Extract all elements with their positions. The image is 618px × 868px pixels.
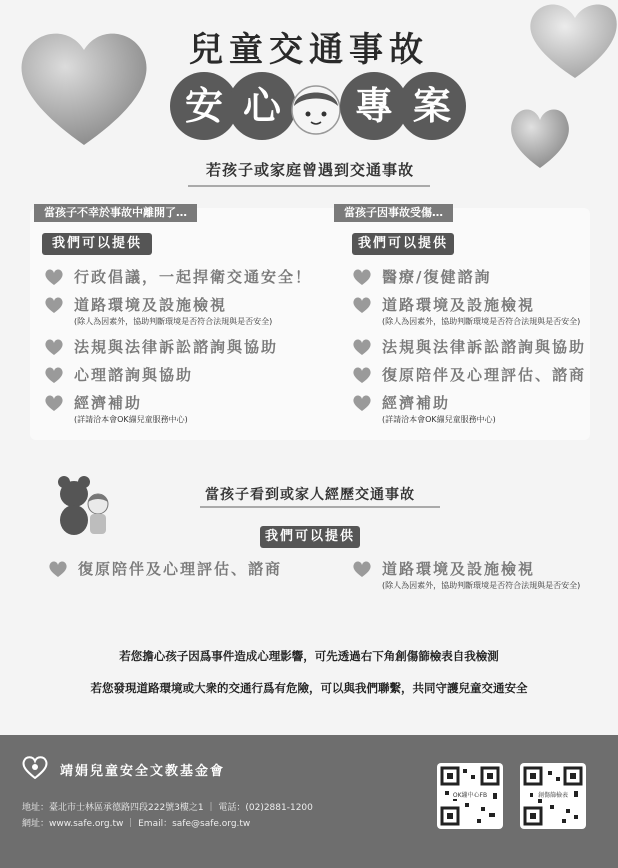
qr-label: 創傷篩檢表: [533, 790, 573, 799]
heart-bullet-icon: [44, 268, 64, 286]
qr-code-trauma-screening[interactable]: [520, 763, 586, 829]
left-item: 心理諮詢與協助: [44, 366, 193, 384]
subtitle-char: 案: [398, 72, 466, 140]
right-section-heading: 當孩子因事故受傷…: [334, 204, 453, 222]
heart-bullet-icon: [352, 366, 372, 384]
subtitle-char: 心: [228, 72, 296, 140]
heart-bullet-icon: [44, 296, 64, 314]
heart-bullet-icon: [352, 338, 372, 356]
witness-section-heading: 當孩子看到或家人經歷交通事故: [205, 487, 415, 503]
message-line: 若您擔心孩子因爲事件造成心理影響，可先透過右下角創傷篩檢表自我檢測: [119, 649, 499, 663]
witness-provide-label: 我們可以提供: [260, 526, 360, 548]
witness-item: 道路環境及設施檢視 (除人為因素外，協助判斷環境是否符合法規與是否安全): [352, 560, 580, 592]
left-item: 法規與法律訴訟諮詢與協助: [44, 338, 278, 356]
foundation-logo-icon: [22, 755, 48, 779]
heart-bullet-icon: [48, 560, 68, 578]
left-section-heading: 當孩子不幸於事故中離開了…: [34, 204, 197, 222]
message-line: 若您發現道路環境或大衆的交通行爲有危險，可以與我們聯繫，共同守護兒童交通安全: [90, 681, 528, 695]
heart-decoration-right: [505, 102, 575, 172]
footer-address: 地址：臺北市士林區承德路四段222號3樓之1 ｜ 電話：(02)2881-1200: [22, 803, 313, 813]
right-item: 醫療/復健諮詢: [352, 268, 491, 286]
subtitle-char: 安: [170, 72, 238, 140]
heart-bullet-icon: [44, 366, 64, 384]
foundation-name: 靖娟兒童安全文教基金會: [60, 764, 226, 779]
heart-bullet-icon: [44, 338, 64, 356]
heart-bullet-icon: [352, 560, 372, 578]
heart-bullet-icon: [352, 394, 372, 412]
footer-web: 網址：www.safe.org.tw ｜ Email：safe@safe.org.tw: [22, 819, 251, 829]
qr-label: OK繃中心FB: [450, 790, 490, 799]
right-item: 道路環境及設施檢視 (除人為因素外，協助判斷環境是否符合法規與是否安全): [352, 296, 580, 328]
right-item: 經濟補助 (詳請洽本會OK繃兒童服務中心): [352, 394, 496, 426]
right-provide-label: 我們可以提供: [352, 233, 454, 255]
qr-code-fb[interactable]: [437, 763, 503, 829]
right-item: 法規與法律訴訟諮詢與協助: [352, 338, 586, 356]
heart-bullet-icon: [352, 296, 372, 314]
right-item: 復原陪伴及心理評估、諮商: [352, 366, 586, 384]
heart-bullet-icon: [44, 394, 64, 412]
left-item: 道路環境及設施檢視 (除人為因素外，協助判斷環境是否符合法規與是否安全): [44, 296, 272, 328]
tagline: 若孩子或家庭曾遇到交通事故: [205, 161, 414, 179]
bear-and-child-illustration: [52, 472, 116, 536]
heart-bullet-icon: [352, 268, 372, 286]
child-face-icon: [288, 78, 344, 136]
page-title: 兒童交通事故: [189, 30, 429, 70]
left-provide-label: 我們可以提供: [42, 233, 152, 255]
witness-item: 復原陪伴及心理評估、諮商: [48, 560, 282, 578]
left-item: 經濟補助 (詳請洽本會OK繃兒童服務中心): [44, 394, 188, 426]
tagline-underline: [188, 185, 430, 187]
left-item: 行政倡議，一起捍衛交通安全！: [44, 268, 312, 286]
subtitle-banner: [170, 70, 460, 142]
witness-heading-underline: [200, 506, 440, 508]
subtitle-char: 專: [340, 72, 408, 140]
